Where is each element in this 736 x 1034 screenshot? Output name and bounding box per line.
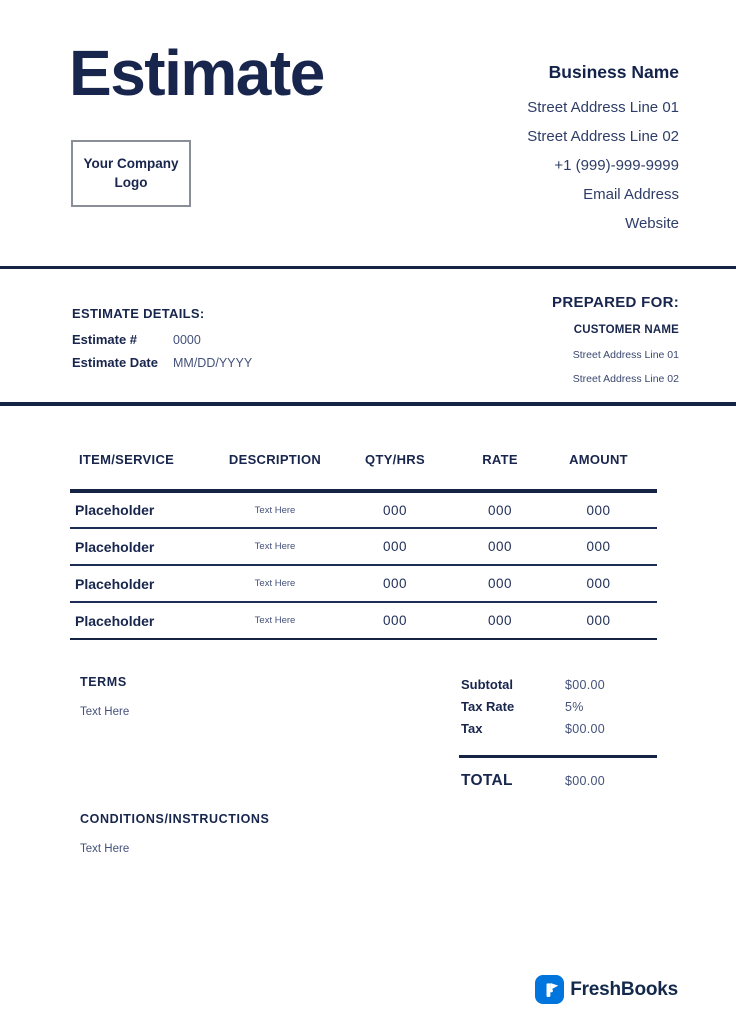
qty-cell: 000 (330, 491, 460, 528)
total-value: $00.00 (565, 774, 606, 788)
table-row (70, 602, 657, 639)
divider-top (0, 266, 736, 269)
description-cell: Text Here (220, 602, 330, 639)
description-cell: Text Here (220, 528, 330, 565)
item-service-cell: Placeholder (70, 491, 220, 528)
business-address-line-1: Street Address Line 01 (527, 99, 679, 116)
column-header-rate: RATE (460, 448, 540, 491)
estimate-number-label: Estimate # (72, 332, 138, 347)
rate-cell: 000 (460, 602, 540, 639)
estimate-date-row (72, 355, 252, 378)
freshbooks-logo-icon (535, 975, 564, 1004)
tax-value: $00.00 (565, 722, 606, 736)
column-header-qty-hrs: QTY/HRS (330, 448, 460, 491)
tax-rate-value: 5% (565, 700, 584, 714)
qty-cell: 000 (330, 565, 460, 602)
prepared-for-heading: PREPARED FOR: (552, 294, 679, 311)
divider-middle (0, 402, 736, 406)
amount-cell: 000 (540, 528, 657, 565)
column-header-description: DESCRIPTION (220, 448, 330, 491)
rate-cell: 000 (460, 565, 540, 602)
description-cell: Text Here (220, 565, 330, 602)
freshbooks-wordmark: FreshBooks (570, 978, 678, 1000)
qty-cell: 000 (330, 528, 460, 565)
rate-cell: 000 (460, 528, 540, 565)
conditions-heading: CONDITIONS/INSTRUCTIONS (80, 812, 270, 826)
customer-address-line-2: Street Address Line 02 (572, 373, 679, 385)
column-header-item-service: ITEM/SERVICE (70, 448, 220, 491)
column-header-amount: AMOUNT (540, 448, 657, 491)
description-cell: Text Here (220, 491, 330, 528)
business-address-line-2: Street Address Line 02 (527, 128, 679, 145)
table-header-row (70, 448, 657, 491)
business-email: Email Address (583, 186, 679, 203)
table-row (70, 491, 657, 528)
rate-cell: 000 (460, 491, 540, 528)
terms-text: Text Here (80, 706, 130, 718)
qty-cell: 000 (330, 602, 460, 639)
amount-cell: 000 (540, 565, 657, 602)
terms-heading: TERMS (80, 675, 127, 689)
business-phone: +1 (999)-999-9999 (554, 157, 679, 174)
item-service-cell: Placeholder (70, 528, 220, 565)
customer-name: CUSTOMER NAME (573, 324, 679, 336)
conditions-text: Text Here (80, 843, 130, 855)
line-items-table (70, 448, 657, 640)
business-website: Website (625, 215, 679, 232)
estimate-date-value: MM/DD/YYYY (173, 355, 253, 370)
estimate-number-row (72, 332, 252, 355)
total-label: TOTAL (461, 772, 513, 789)
amount-cell: 000 (540, 491, 657, 528)
conditions-block (80, 812, 270, 855)
subtotal-label: Subtotal (461, 677, 513, 692)
page-title: Estimate (69, 37, 324, 109)
prepared-for-block (552, 294, 679, 397)
estimate-number-value: 0000 (173, 333, 201, 347)
tax-label: Tax (461, 721, 483, 736)
tax-row (461, 721, 657, 743)
tax-rate-label: Tax Rate (461, 699, 515, 714)
business-name: Business Name (548, 62, 679, 82)
subtotal-value: $00.00 (565, 678, 606, 692)
estimate-date-label: Estimate Date (72, 354, 158, 370)
company-logo-label: Your Company Logo (83, 156, 179, 190)
customer-address-line-1: Street Address Line 01 (572, 349, 679, 361)
table-row (70, 565, 657, 602)
terms-block (80, 675, 129, 718)
freshbooks-brand[interactable] (535, 975, 678, 1004)
company-logo-placeholder (71, 140, 191, 207)
estimate-details-block (72, 306, 252, 377)
amount-cell: 000 (540, 602, 657, 639)
item-service-cell: Placeholder (70, 565, 220, 602)
totals-block (461, 677, 657, 790)
total-row (461, 772, 657, 790)
table-row (70, 528, 657, 565)
subtotal-row (461, 677, 657, 699)
item-service-cell: Placeholder (70, 602, 220, 639)
total-divider (459, 755, 657, 758)
estimate-details-heading: ESTIMATE DETAILS: (72, 306, 205, 321)
business-info-block (527, 62, 679, 238)
tax-rate-row (461, 699, 657, 721)
